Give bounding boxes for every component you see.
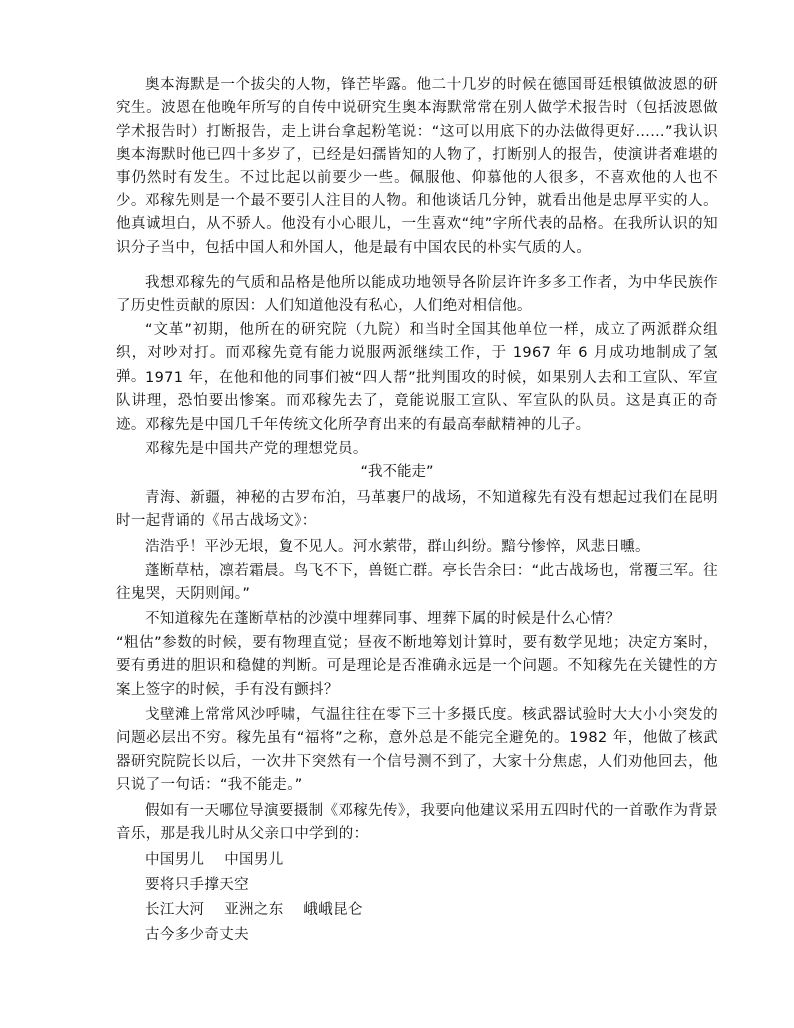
paragraph-cultural-revolution: “文革”初期，他所在的研究院（九院）和当时全国其他单位一样，成立了两派群众组织，对吵对打。而邓稼先竟有能力说服两派继续工作，于 1967 年 6 月成功地制成了氢弹。 <box>116 322 718 385</box>
paragraph-deng-character: 邓稼先则是一个最不要引人注目的人物。和他谈话几分钟，就看出他是忠厚平实的人。他真诚坦白，从不骄人。他没有小心眼儿，一生喜欢“纯”字所代表的品格。在我所认识的知识分子当中，包括中国人和外国人，他是最有中国农民的朴实气质的人。 <box>116 193 718 256</box>
song-line: 中国男儿 中国男儿 <box>145 852 284 868</box>
paragraph-oppenheimer: 奥本海默是一个拔尖的人物，锋芒毕露。他二十几岁的时候在德国哥廷根镇做波恩的研究生。波恩在他晚年所写的自传中说研究生奥本海默常常在别人做学术报告时（包括波恩做学术报告时）打断报告，走上讲台拿起粉笔说：“这可以用底下的办法做得更好……”我认识奥本海默时他已四十多岁了，已经是妇孺皆知的人物了，打断别人的报告，使演讲者难堪的事仍然时有发生。不过比起以前要少一些。佩服他、仰慕他的人很多，不喜欢他的人也不少。 <box>116 77 718 210</box>
paragraph-qinghai-xinjiang: 青海、新疆，神秘的古罗布泊，马革裹尸的战场，不知道稼先有没有想起过我们在昆明时一起背诵的《吊古战场文》： <box>116 490 718 530</box>
paragraph-biopic: 假如有一天哪位导演要摄制《邓稼先传》，我要向他建议采用五四时代的一首歌作为背景音乐，那是我儿时从父亲口中学到的： <box>116 803 718 843</box>
paragraph-ideal-member: 邓稼先是中国共产党的理想党员。 <box>145 441 368 457</box>
quote-line-2: 蓬断草枯，凛若霜晨。鸟飞不下，兽铤亡群。亭长告余曰：“此古战场也，常覆三军。往往鬼哭，天阴则闻。” <box>116 563 718 603</box>
section-heading: “我不能走” <box>360 464 434 480</box>
paragraph-1971: 1971 年，在他和他的同事们被“四人帮”批判围攻的时候，如果别人去和工宣队、军宣队讲理，恐怕要出惨案。而邓稼先去了，竟能说服工宣队、军宣队的队员。这是真正的奇迹。 <box>116 370 718 433</box>
paragraph-estimate: “粗估”参数的时候，要有物理直觉；昼夜不断地筹划计算时，要有数学见地；决定方案时，要有勇进的胆识和稳健的判断。可是理论是否准确永远是一个问题。不知稼先在关键性的方案上签字的时候，手有没有颤抖？ <box>116 635 718 698</box>
paragraph-deng-leadership: 我想邓稼先的气质和品格是他所以能成功地领导各阶层许许多多工作者，为中华民族作了历史性贡献的原因：人们知道他没有私心，人们绝对相信他。 <box>116 275 718 315</box>
song-line: 古今多少奇丈夫 <box>145 927 249 943</box>
quote-line-1: 浩浩乎！平沙无垠，夐不见人。河水萦带，群山纠纷。黯兮惨悴，风悲日曛。 <box>145 539 650 555</box>
paragraph-gobi: 戈壁滩上常常风沙呼啸，气温往往在零下三十多摄氏度。核武器试验时大大小小突发的问题必层出不穷。稼先虽有“福将”之称，意外总是不能完全避免的。1982 年，他做了核武器研究院院长以后，一次井下突然有一个信号测不到了，大家十分焦虑，人们劝他回去，他只说了一句话：“我不能走。” <box>116 707 718 793</box>
song-line: 要将只手撑天空 <box>145 877 249 893</box>
paragraph-burying: 不知道稼先在蓬断草枯的沙漠中埋葬同事、埋葬下属的时候是什么心情？ <box>145 611 621 627</box>
song-line: 长江大河 亚洲之东 峨峨昆仑 <box>145 902 363 918</box>
paragraph-son-of-tradition: 邓稼先是中国几千年传统文化所孕育出来的有最高奉献精神的儿子。 <box>145 417 591 433</box>
